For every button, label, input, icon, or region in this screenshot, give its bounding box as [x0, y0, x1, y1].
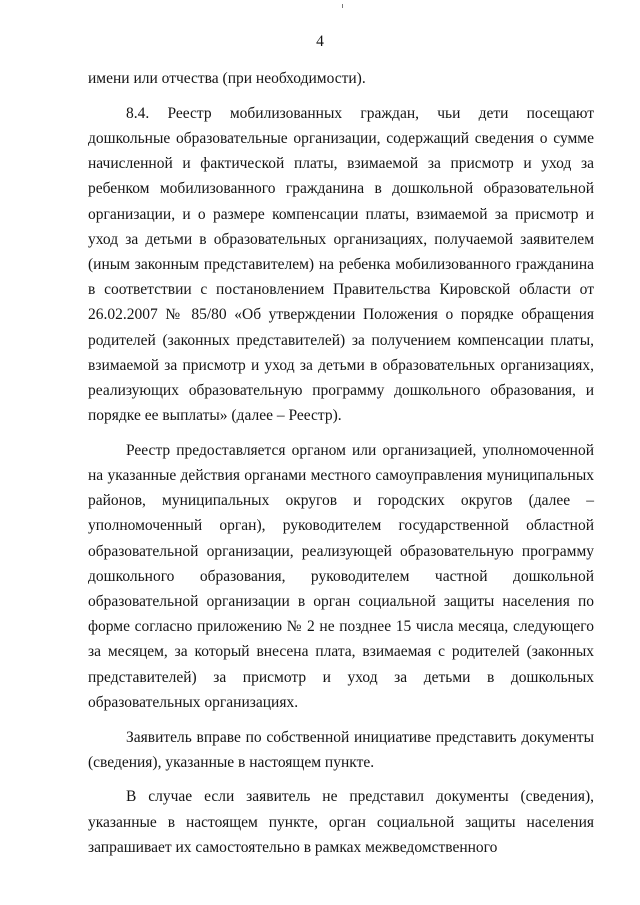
paragraph-registry-submission: Реестр предоставляется органом или организацией, уполномоченной на указанные действия органами местного самоуправления муниципальных районов, муниципальных округов и городских округов (далее – уполномоченный орган), руководителем государственной областной образовательной организации, реализующей образовательную программу дошкольного образования, руководителем частной дошкольной образовательной организации в орган социальной защиты населения по форме согласно приложению № 2 не позднее 15 числа месяца, следующего за месяцем, за который внесена плата, взимаемая с родителей (законных представителей) за присмотр и уход за детьми в дошкольных образовательных организациях.: [88, 441, 594, 711]
document-body: [88, 66, 594, 860]
scan-mark: [342, 4, 343, 8]
page-number: 4: [316, 33, 324, 50]
paragraph-8-4: 8.4. Реестр мобилизованных граждан, чьи дети посещают дошкольные образовательные организации, содержащий сведения о сумме начисленной и фактической платы, взимаемой за присмотр и уход за ребенком мобилизованного гражданина в дошкольной образовательной организации, и о размере компенсации платы, взимаемой за присмотр и уход за детьми в образовательных организациях, получаемой заявителем (иным законным представителем) на ребенка мобилизованного гражданина в соответствии с постановлением Правительства Кировской области от 26.02.2007 № 85/80 «Об утверждении Положения о порядке обращения родителей (законных представителей) за получением компенсации платы, взимаемой за присмотр и уход за детьми в образовательных организациях, реализующих образовательную программу дошкольного образования, и порядке ее выплаты» (далее – Реестр).: [88, 104, 594, 425]
paragraph-applicant-right: Заявитель вправе по собственной инициативе представить документы (сведения), указанные в настоящем пункте.: [88, 728, 594, 771]
paragraph-interagency-request: В случае если заявитель не представил документы (сведения), указанные в настоящем пункте, орган социальной защиты населения запрашивает их самостоятельно в рамках межведомственного: [88, 788, 594, 856]
paragraph-continuation: имени или отчества (при необходимости).: [88, 70, 366, 87]
